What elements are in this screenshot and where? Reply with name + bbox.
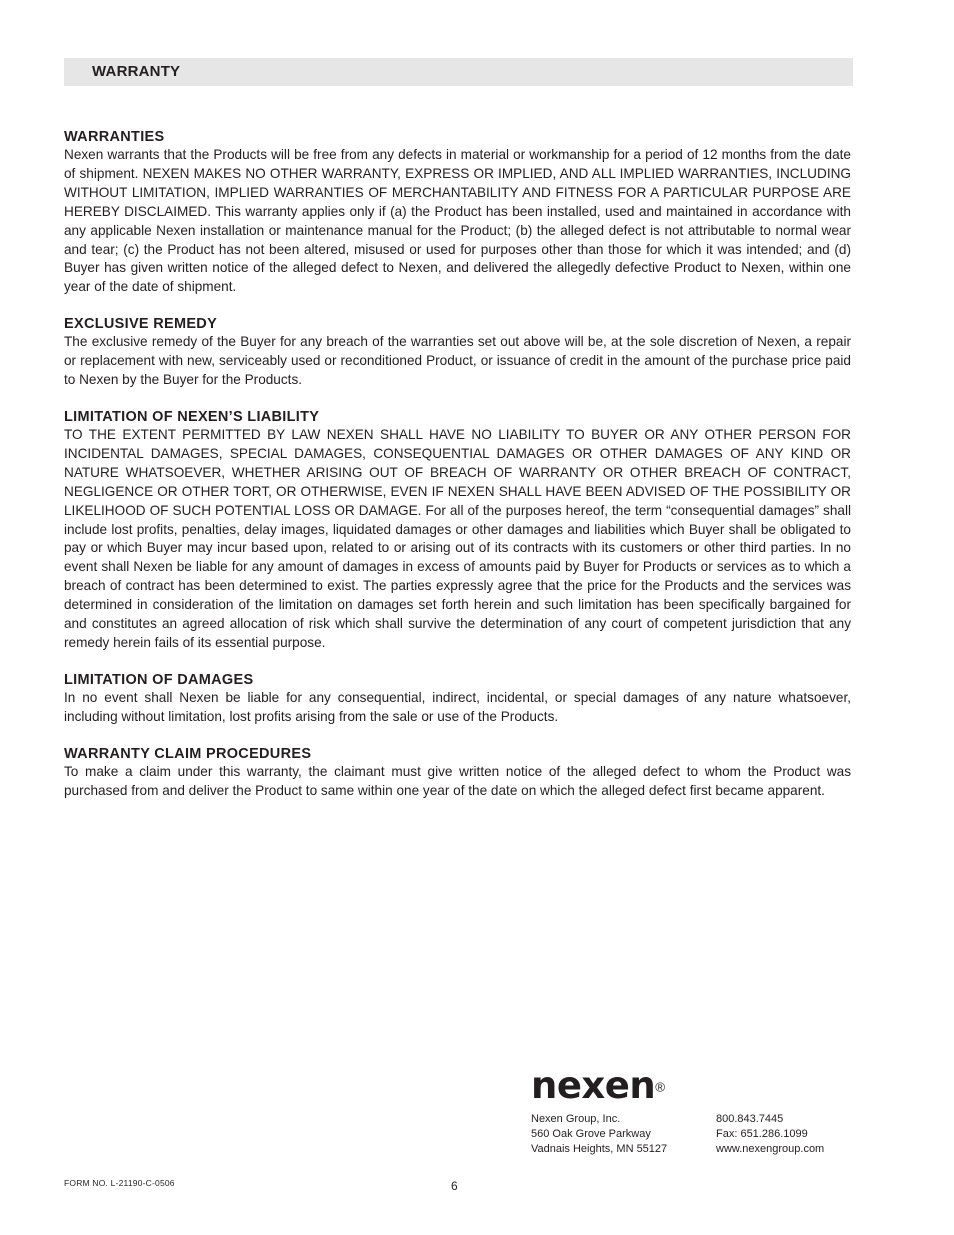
section-claim-procedures xyxy=(64,745,851,801)
registered-mark: ® xyxy=(655,1079,666,1095)
section-body: The exclusive remedy of the Buyer for any breach of the warranties set out above will be, at the sole discretion of Nexen, a repair or replacement with new, serviceably used or reconditioned Product, or issuance of credit in the amount of the purchase price paid to Nexen by the Buyer for the Products. xyxy=(64,334,851,388)
section-body: In no event shall Nexen be liable for any consequential, indirect, incidental, or special damages of any nature whatsoever, including without limitation, lost profits arising from the sale or use of the Products. xyxy=(64,689,851,724)
section-body: TO THE EXTENT PERMITTED BY LAW NEXEN SHALL HAVE NO LIABILITY TO BUYER OR ANY OTHER PERSON FOR INCIDENTAL DAMAGES, SPECIAL DAMAGES, CONSEQUENTIAL DAMAGES OR OTHER DAMAGES OF ANY KIND OR NATURE WHATSOEVER, WHETHER ARISING OUT OF BREACH OF WARRANTY OR OTHER BREACH OF CONTRACT, NEGLIGENCE OR OTHER TORT, OR OTHERWISE, EVEN IF NEXEN SHALL HAVE BEEN ADVISED OF THE POSSIBILITY OR LIKELIHOOD OF SUCH POTENTIAL LOSS OR DAMAGE. For all of the purposes hereof, the term “consequential damages” shall include lost profits, penalties, delay images, liquidated damages or other damages and liabilities which Buyer shall be obligated to pay or which Buyer may incur based upon, related to or arising out of its contracts with its customers or other third parties. In no event shall Nexen be liable for any amount of damages in excess of amounts paid by Buyer for Products or services as to which a breach of contract has been determined to exist. The parties expressly agree that the price for the Products and the services was determined in consideration of the limitation on damages set forth herein and such limitation has been specifically bargained for and constitutes an agreed allocation of risk which shall survive the determination of any court of competent jurisdiction that any remedy herein fails of its essential purpose. xyxy=(64,426,851,650)
company-address xyxy=(531,1112,711,1157)
warranty-content xyxy=(64,128,851,818)
address-line: 560 Oak Grove Parkway xyxy=(531,1128,651,1140)
section-limitation-of-damages xyxy=(64,671,851,727)
section-heading: LIMITATION OF DAMAGES xyxy=(64,671,254,688)
section-heading: LIMITATION OF NEXEN’S LIABILITY xyxy=(64,408,320,425)
company-phone-web xyxy=(716,1112,856,1157)
section-heading: WARRANTIES xyxy=(64,129,165,145)
website-url: www.nexengroup.com xyxy=(716,1143,825,1155)
phone-number: 800.843.7445 xyxy=(716,1113,784,1125)
nexen-logo xyxy=(531,1066,665,1106)
section-limitation-of-liability xyxy=(64,408,851,653)
address-line: Vadnais Heights, MN 55127 xyxy=(531,1143,668,1155)
section-header-bar xyxy=(64,58,853,86)
section-exclusive-remedy xyxy=(64,315,851,390)
section-heading: WARRANTY CLAIM PROCEDURES xyxy=(64,745,312,762)
section-heading: EXCLUSIVE REMEDY xyxy=(64,316,218,333)
page-title: WARRANTY xyxy=(92,63,181,80)
address-line: Nexen Group, Inc. xyxy=(531,1113,621,1125)
fax-number: Fax: 651.286.1099 xyxy=(716,1128,808,1140)
section-body: To make a claim under this warranty, the claimant must give written notice of the alleged defect to whom the Product was purchased from and deliver the Product to same within one year of the date on which the alleged defect first became apparent. xyxy=(64,763,851,798)
form-number: FORM NO. L-21190-C-0506 xyxy=(64,1178,175,1188)
section-warranties xyxy=(64,128,851,297)
page-number: 6 xyxy=(451,1179,458,1193)
section-body: Nexen warrants that the Products will be free from any defects in material or workmanship for a period of 12 months from the date of shipment. NEXEN MAKES NO OTHER WARRANTY, EXPRESS OR IMPLIED, AND ALL IMPLIED WARRANTIES, INCLUDING WITHOUT LIMITATION, IMPLIED WARRANTIES OF MERCHANTABILITY AND FITNESS FOR A PARTICULAR PURPOSE ARE HEREBY DISCLAIMED. This warranty applies only if (a) the Product has been installed, used and maintained in accordance with any applicable Nexen installation or maintenance manual for the Product; (b) the alleged defect is not attributable to normal wear and tear; (c) the Product has not been altered, misused or used for purposes other than those for which it was intended; and (d) Buyer has given written notice of the alleged defect to Nexen, and delivered the allegedly defective Product to Nexen, within one year of the date of shipment. xyxy=(64,147,851,295)
logo-wordmark: nexen xyxy=(531,1064,656,1107)
